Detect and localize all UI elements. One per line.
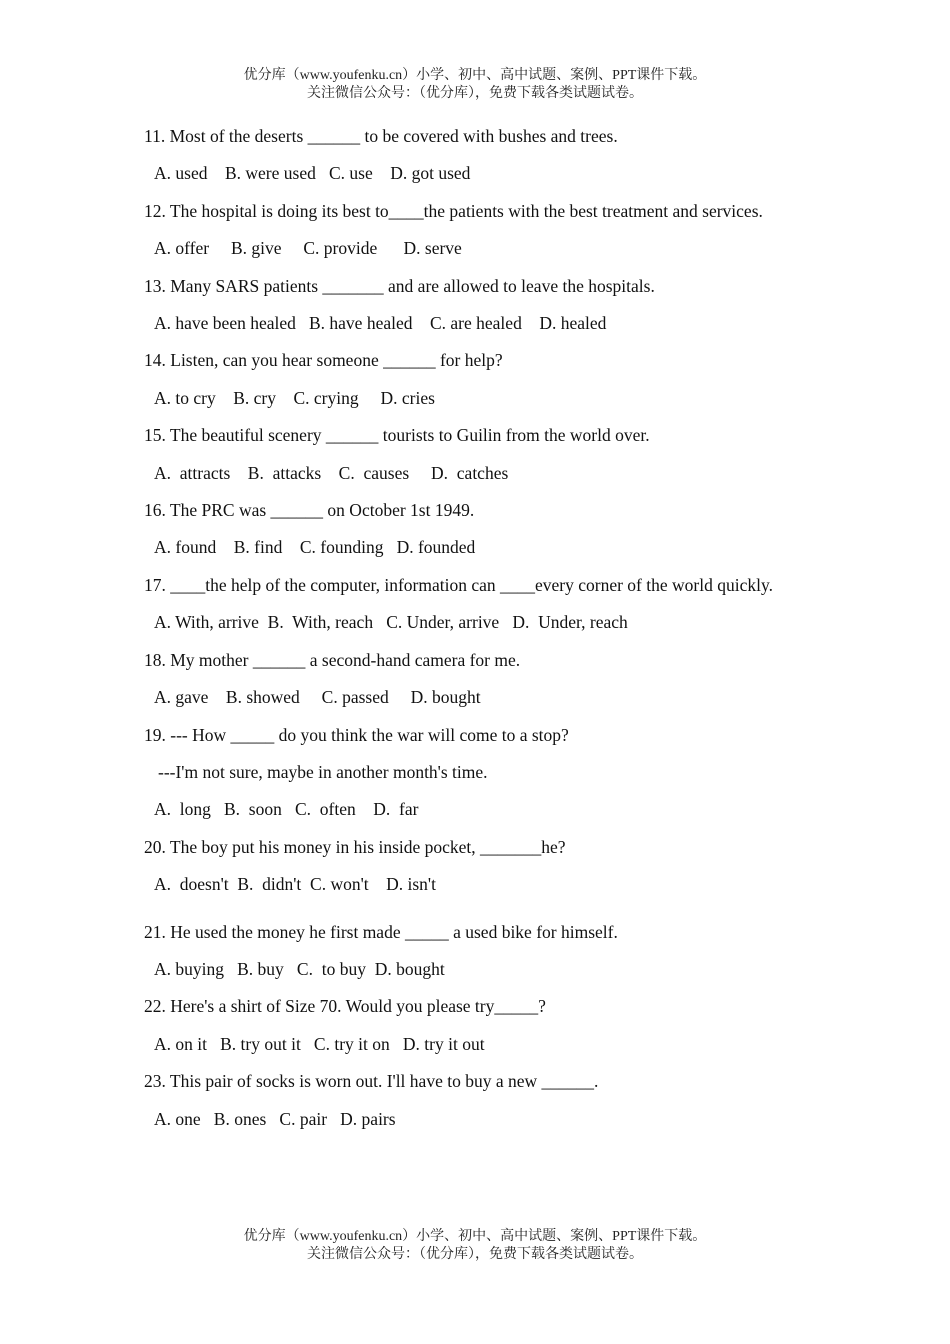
question-20-options: A. doesn't B. didn't C. won't D. isn't — [154, 874, 436, 895]
header-line-2: 关注微信公众号：（优分库），免费下载各类试题试卷。 — [307, 86, 643, 101]
question-16-options: A. found B. find C. founding D. founded — [154, 537, 476, 558]
question-19-stem: 19. --- How _____ do you think the war will come to a stop? — [144, 724, 569, 745]
question-18-stem: 18. My mother ______ a second-hand camera for me. — [144, 649, 521, 670]
question-11-options: A. used B. were used C. use D. got used — [154, 163, 471, 184]
question-12-options: A. offer B. give C. provide D. serve — [154, 238, 462, 259]
footer-line-1: 优分库（www.youfenku.cn）小学、初中、高中试题、案例、PPT课件下载。 — [243, 1229, 707, 1244]
question-list — [144, 118, 806, 1138]
question-13-stem: 13. Many SARS patients _______ and are allowed to leave the hospitals. — [144, 275, 655, 296]
page-footer — [0, 1228, 950, 1264]
question-19-options: A. long B. soon C. often D. far — [154, 799, 419, 820]
page-header — [0, 67, 950, 103]
question-15-stem: 15. The beautiful scenery ______ tourists to Guilin from the world over. — [144, 425, 650, 446]
question-22-stem: 22. Here's a shirt of Size 70. Would you please try_____? — [144, 996, 546, 1017]
question-20-stem: 20. The boy put his money in his inside pocket, _______he? — [144, 836, 566, 857]
footer-line-2: 关注微信公众号：（优分库），免费下载各类试题试卷。 — [307, 1247, 643, 1262]
question-21-stem: 21. He used the money he first made _____ a used bike for himself. — [144, 921, 618, 942]
question-22-options: A. on it B. try out it C. try it on D. try it out — [154, 1033, 485, 1054]
header-line-1: 优分库（www.youfenku.cn）小学、初中、高中试题、案例、PPT课件下载。 — [243, 68, 707, 83]
question-13-options: A. have been healed B. have healed C. are healed D. healed — [154, 313, 607, 334]
question-14-stem: 14. Listen, can you hear someone ______ for help? — [144, 350, 503, 371]
question-17-stem: 17. ____the help of the computer, information can ____every corner of the world quickly. — [144, 574, 773, 595]
question-12-stem: 12. The hospital is doing its best to____the patients with the best treatment and services. — [144, 200, 763, 221]
question-19-reply: ---I'm not sure, maybe in another month's time. — [158, 761, 488, 782]
question-14-options: A. to cry B. cry C. crying D. cries — [154, 387, 435, 408]
question-23-options: A. one B. ones C. pair D. pairs — [154, 1108, 396, 1129]
question-11-stem: 11. Most of the deserts ______ to be covered with bushes and trees. — [144, 126, 618, 146]
question-21-options: A. buying B. buy C. to buy D. bought — [154, 958, 445, 979]
question-16-stem: 16. The PRC was ______ on October 1st 1949. — [144, 500, 475, 521]
question-23-stem: 23. This pair of socks is worn out. I'll have to buy a new ______. — [144, 1071, 599, 1092]
question-18-options: A. gave B. showed C. passed D. bought — [154, 687, 481, 708]
question-17-options: A. With, arrive B. With, reach C. Under, arrive D. Under, reach — [154, 612, 628, 633]
question-15-options: A. attracts B. attacks C. causes D. catches — [154, 462, 509, 483]
